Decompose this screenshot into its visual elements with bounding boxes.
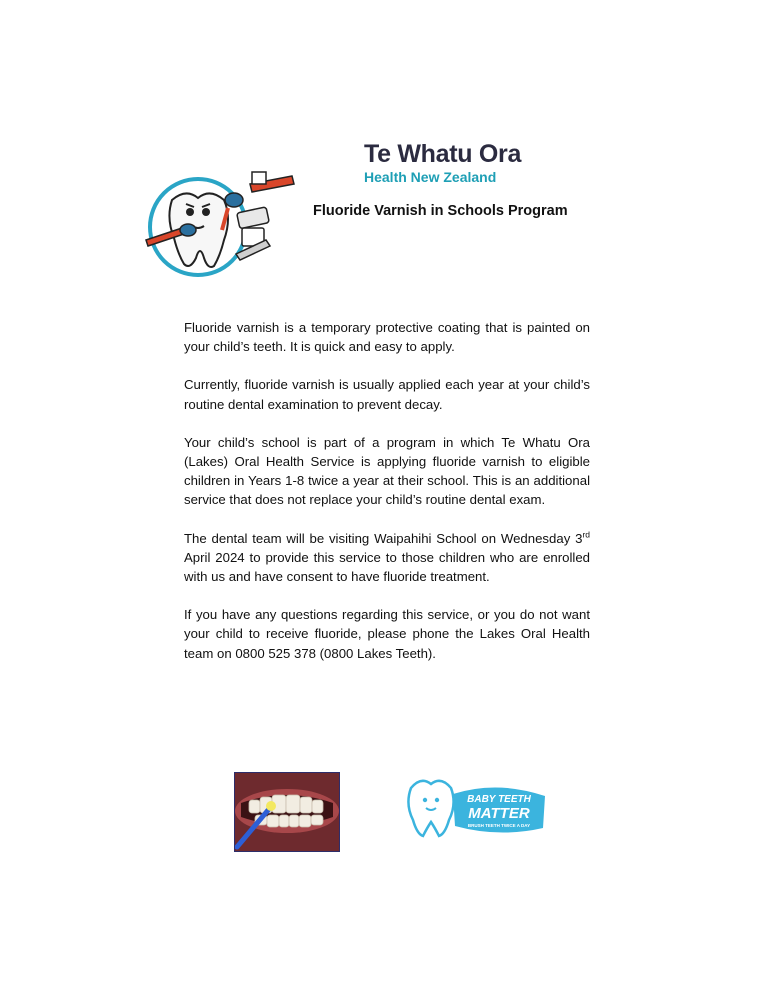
tooth-mascot-icon <box>142 170 312 282</box>
document-title: Fluoride Varnish in Schools Program <box>313 203 568 219</box>
teeth-photo-illustration <box>235 773 339 851</box>
brand-logo <box>364 140 584 185</box>
paragraph-intro: Fluoride varnish is a temporary protective coating that is painted on your child’s teeth. It is quick and easy to apply. <box>184 320 590 355</box>
paragraph-contact: If you have any questions regarding this service, or you do not want your child to receive fluoride, please phone the Lakes Oral Health team on 0800 525 378 (0800 Lakes Teeth). <box>184 607 590 661</box>
visit-date-suffix: rd <box>582 529 590 540</box>
paragraph-visit <box>184 529 590 587</box>
visit-text-before: The dental team will be visiting Waipahihi School on Wednesday 3 <box>184 530 583 546</box>
brand-subtitle: Health New Zealand <box>364 169 497 185</box>
visit-text-after: April 2024 to provide this service to those children who are enrolled with us and have consent to have fluoride treatment. <box>184 549 590 585</box>
brand-name: Te Whatu Ora <box>364 140 522 168</box>
logo-line-3: BRUSH TEETH TWICE A DAY <box>467 823 531 828</box>
body-text <box>184 318 590 682</box>
teeth-varnish-photo <box>234 772 340 852</box>
paragraph-current: Currently, fluoride varnish is usually applied each year at your child’s routine dental examination to prevent decay. <box>184 377 590 412</box>
logo-line-1: BABY TEETH <box>467 794 531 805</box>
baby-teeth-matter-logo <box>407 776 547 840</box>
tooth-icon <box>408 781 453 836</box>
paragraph-program: Your child’s school is part of a program in which Te Whatu Ora (Lakes) Oral Health Service is applying fluoride varnish to eligible children in Years 1-8 twice a year at their school. This is an additional service that does not replace your child’s routine dental exam. <box>184 434 590 508</box>
logo-line-2: MATTER <box>468 805 530 822</box>
